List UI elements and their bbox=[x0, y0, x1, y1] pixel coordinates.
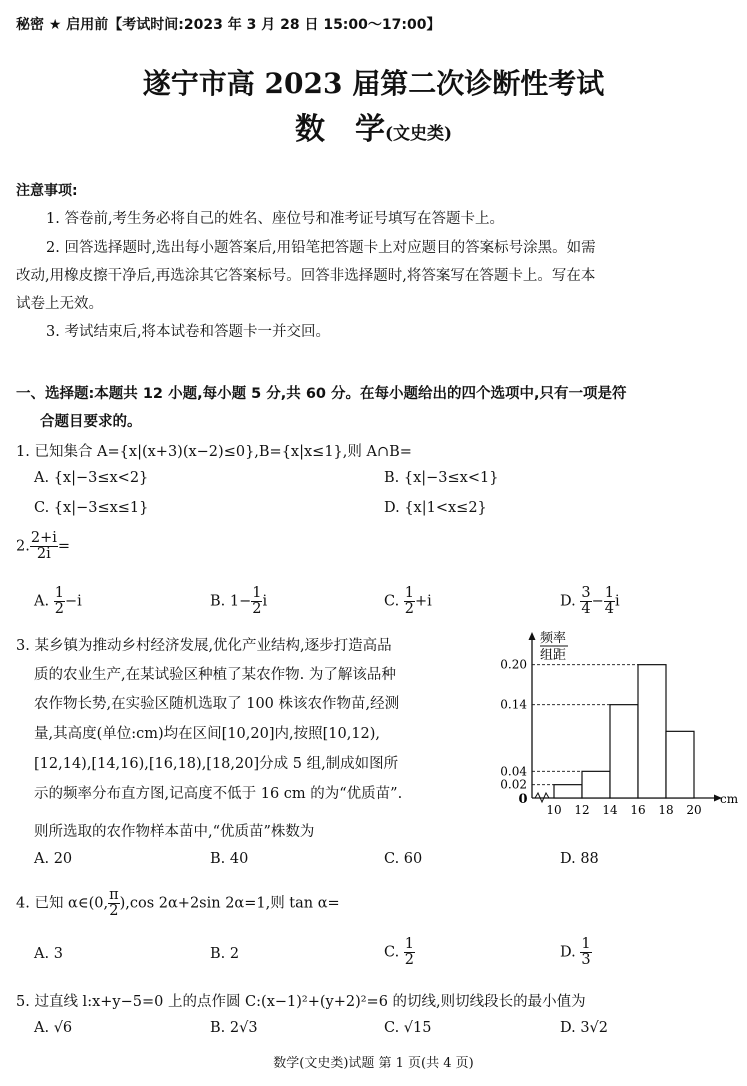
note-1: 1. 答卷前,考生务必将自己的姓名、座位号和准考证号填写在答题卡上。 bbox=[46, 211, 505, 227]
q2-option-c bbox=[384, 586, 432, 617]
q4-c-label: C. bbox=[384, 944, 400, 961]
q2-a-label: A. bbox=[34, 593, 50, 610]
y-label-bottom: 组距 bbox=[540, 648, 567, 663]
section-heading-line-1: 一、选择题:本题共 12 小题,每小题 5 分,共 60 分。在每小题给出的四个选项中,只有一项是符 bbox=[16, 386, 627, 402]
q2-d-frac-1 bbox=[580, 586, 591, 617]
q1-option-c: C. {x|−3≤x≤1} bbox=[34, 500, 149, 516]
q4-stem bbox=[16, 888, 340, 919]
q5-stem: 5. 过直线 l:x+y−5=0 上的点作圆 C:(x−1)²+(y+2)²=6 的切线,则切线段长的最小值为 bbox=[16, 994, 586, 1010]
q2-b-num: 1 bbox=[252, 585, 262, 601]
q4-option-c bbox=[384, 937, 415, 968]
q3-line-3: 农作物长势,在实验区随机选取了 100 株该农作物苗,经测 bbox=[34, 696, 400, 712]
q2-c-den: 2 bbox=[404, 601, 415, 618]
q2-d-den-2: 4 bbox=[604, 601, 614, 618]
q2-d-den-1: 4 bbox=[581, 601, 591, 618]
q2-fraction bbox=[30, 531, 58, 562]
q5-option-c: C. √15 bbox=[384, 1020, 432, 1036]
q1-option-d: D. {x|1<x≤2} bbox=[384, 500, 487, 516]
y-tick-label: 0.20 bbox=[500, 657, 527, 672]
q2-stem bbox=[16, 531, 70, 562]
note-3: 3. 考试结束后,将本试卷和答题卡一并交回。 bbox=[46, 324, 331, 340]
q4-stem-c: ),cos 2α+2sin 2α=1,则 tan α= bbox=[119, 895, 340, 912]
q2-d-num-1: 3 bbox=[581, 585, 591, 601]
q4-pi-frac bbox=[108, 888, 120, 919]
x-tick-label: 10 bbox=[546, 803, 562, 817]
q3-line-1: 3. 某乡镇为推动乡村经济发展,优化产业结构,逐步打造高品 bbox=[16, 638, 392, 654]
q4-d-frac bbox=[580, 937, 591, 968]
q3-line-2: 质的农业生产,在某试验区种植了某农作物. 为了解该品种 bbox=[34, 667, 396, 683]
q4-stem-a: 4. 已知 α∈ bbox=[16, 895, 89, 912]
q2-number: 2. bbox=[16, 538, 30, 555]
subject-category: (文史类) bbox=[384, 124, 453, 144]
x-tick-label: 14 bbox=[602, 803, 618, 817]
q4-c-frac bbox=[404, 937, 415, 968]
y-axis-arrow bbox=[529, 632, 536, 640]
q1-option-a: A. {x|−3≤x<2} bbox=[34, 470, 149, 486]
x-unit-label: cm bbox=[720, 792, 739, 806]
q2-d-tail: i bbox=[614, 593, 620, 610]
q3-option-d: D. 88 bbox=[560, 851, 599, 867]
q2-option-b bbox=[210, 586, 267, 617]
q2-d-label: D. bbox=[560, 593, 576, 610]
x-tick-label: 16 bbox=[630, 803, 646, 817]
q2-a-den: 2 bbox=[54, 601, 64, 618]
q4-option-a: A. 3 bbox=[34, 946, 63, 962]
y-tick-label: 0.04 bbox=[500, 764, 527, 779]
note-2-line-2: 改动,用橡皮擦干净后,再选涂其它答案标号。回答非选择题时,将答案写在答题卡上。写在本 bbox=[16, 268, 596, 284]
q2-equals: = bbox=[57, 538, 71, 555]
exam-header: 秘密 ★ 启用前【考试时间:2023 年 3 月 28 日 15:00～17:00】 bbox=[16, 17, 441, 33]
q3-option-a: A. 20 bbox=[34, 851, 73, 867]
histogram-bar bbox=[638, 665, 666, 798]
exam-subject bbox=[0, 104, 747, 148]
q2-d-num-2: 1 bbox=[604, 585, 614, 601]
q2-option-a bbox=[34, 586, 82, 617]
exam-title: 遂宁市高 2023 届第二次诊断性考试 bbox=[142, 67, 605, 100]
q2-c-label: C. bbox=[384, 593, 400, 610]
x-tick-label: 20 bbox=[686, 803, 702, 817]
q1-option-b: B. {x|−3≤x<1} bbox=[384, 470, 499, 486]
q3-line-4: 量,其高度(单位:cm)均在区间[10,20]内,按照[10,12), bbox=[34, 726, 381, 742]
histogram-bar bbox=[666, 731, 694, 798]
note-2-line-3: 试卷上无效。 bbox=[16, 296, 103, 312]
q2-a-tail: −i bbox=[64, 593, 82, 610]
q3-line-7: 则所选取的农作物样本苗中,“优质苗”株数为 bbox=[34, 824, 315, 840]
x-tick-label: 12 bbox=[574, 803, 590, 817]
q2-a-frac bbox=[54, 586, 65, 617]
subject-name: 数 学 bbox=[294, 112, 385, 147]
q2-c-tail: +i bbox=[415, 593, 432, 610]
q3-option-b: B. 40 bbox=[210, 851, 249, 867]
q5-option-b: B. 2√3 bbox=[210, 1020, 258, 1036]
q5-option-a: A. √6 bbox=[34, 1020, 73, 1036]
q3-option-c: C. 60 bbox=[384, 851, 423, 867]
q2-b-label: B. 1− bbox=[210, 593, 252, 610]
histogram-bar bbox=[610, 705, 638, 798]
q2-d-frac-2 bbox=[604, 586, 615, 617]
q4-pi-den: 2 bbox=[109, 903, 119, 920]
page-footer: 数学(文史类)试题 第 1 页(共 4 页) bbox=[273, 1056, 474, 1071]
q4-option-b: B. 2 bbox=[210, 946, 240, 962]
q4-c-num: 1 bbox=[404, 936, 415, 952]
note-2-line-1: 2. 回答选择题时,选出每小题答案后,用铅笔把答题卡上对应题目的答案标号涂黑。如需 bbox=[46, 240, 596, 256]
y-tick-label: 0.14 bbox=[500, 697, 527, 712]
q4-c-den: 2 bbox=[404, 952, 415, 969]
notes-heading: 注意事项: bbox=[16, 183, 78, 199]
q2-d-minus: − bbox=[591, 593, 604, 610]
q4-pi-num: π bbox=[109, 887, 119, 903]
q2-c-num: 1 bbox=[404, 585, 415, 601]
q2-b-den: 2 bbox=[252, 601, 262, 618]
q4-stem-b: (0, bbox=[88, 895, 109, 912]
origin-label: 0 bbox=[518, 792, 528, 807]
q2-b-tail: i bbox=[262, 593, 268, 610]
y-tick-label: 0.02 bbox=[500, 777, 527, 792]
section-heading-line-2: 合题目要求的。 bbox=[40, 414, 142, 430]
q2-option-d bbox=[560, 586, 620, 617]
q2-c-frac bbox=[404, 586, 415, 617]
q1-stem: 1. 已知集合 A={x|(x+3)(x−2)≤0},B={x|x≤1},则 A∩B= bbox=[16, 444, 412, 460]
q4-d-label: D. bbox=[560, 944, 576, 961]
q3-line-5: [12,14),[14,16),[16,18),[18,20]分成 5 组,制成如图所 bbox=[34, 756, 399, 772]
frequency-histogram bbox=[496, 628, 742, 817]
q4-d-den: 3 bbox=[581, 952, 591, 969]
q2-numerator: 2+i bbox=[30, 530, 57, 546]
q3-line-6: 示的频率分布直方图,记高度不低于 16 cm 的为“优质苗”. bbox=[34, 786, 403, 802]
q2-denominator: 2i bbox=[36, 546, 51, 563]
q4-option-d bbox=[560, 937, 592, 968]
histogram-bar bbox=[582, 771, 610, 798]
x-tick-label: 18 bbox=[658, 803, 674, 817]
q5-option-d: D. 3√2 bbox=[560, 1020, 609, 1036]
q2-b-frac bbox=[251, 586, 262, 617]
y-label-top: 频率 bbox=[540, 631, 567, 646]
q2-a-num: 1 bbox=[54, 585, 64, 601]
histogram-bar bbox=[554, 785, 582, 798]
q4-d-num: 1 bbox=[581, 936, 591, 952]
